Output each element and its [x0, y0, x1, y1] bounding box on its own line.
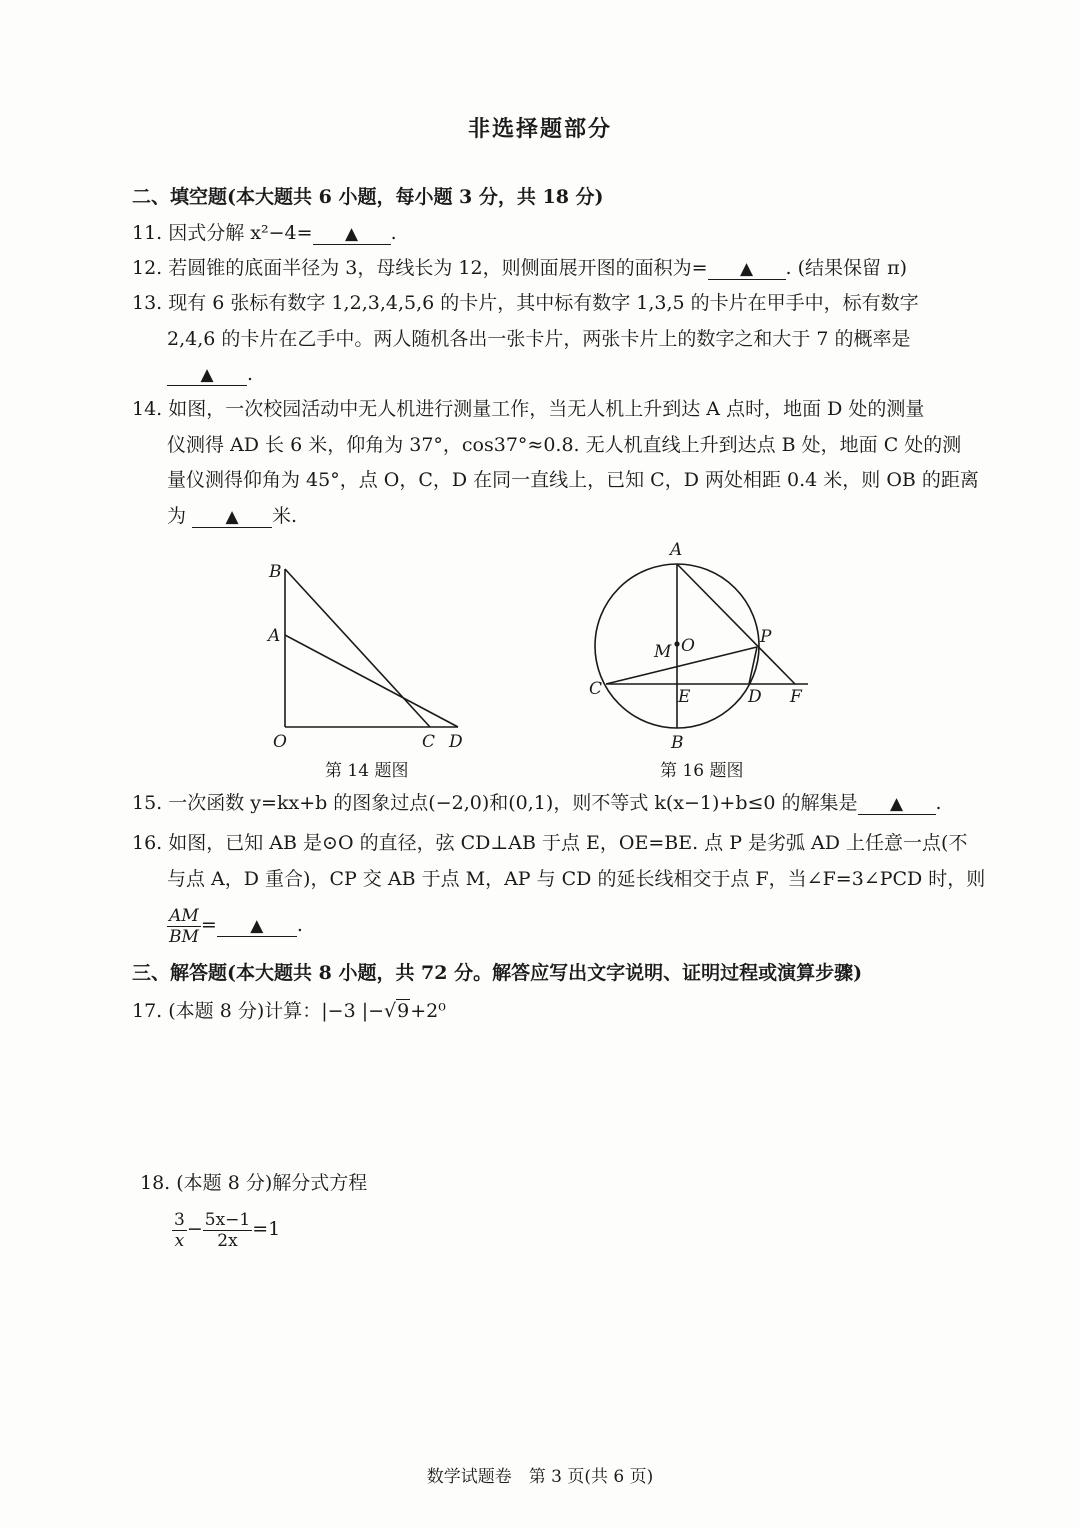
question-text: 如图，一次校园活动中无人机进行测量工作，当无人机上升到达 A 点时，地面 D 处的测量 — [168, 398, 925, 420]
fraction-3-over-x: $\frac{3}{x}$ — [174, 1209, 185, 1251]
label-O: O — [681, 636, 695, 656]
label-C: C — [422, 732, 436, 752]
answer-blank — [313, 222, 391, 245]
question-14-line-4 — [167, 503, 297, 529]
label-D: D — [748, 687, 762, 707]
question-16-line-1 — [132, 830, 967, 856]
line-AD — [285, 635, 458, 727]
question-16-line-3: $\frac{AM}{BM}$ = ▲ . — [169, 905, 303, 947]
question-end: . — [296, 914, 303, 936]
question-number: 11. — [132, 222, 163, 244]
answer-blank — [217, 914, 297, 937]
question-11 — [132, 220, 397, 246]
label-B: B — [671, 733, 684, 753]
question-12 — [132, 255, 907, 281]
question-number: 13. — [132, 292, 163, 314]
question-13-line-1 — [132, 290, 919, 316]
question-number: 14. — [132, 398, 163, 420]
answer-blank — [708, 257, 786, 280]
label-A: A — [268, 626, 281, 646]
triangle-icon: ▲ — [345, 224, 359, 244]
label-M: M — [654, 642, 672, 662]
question-text: 为 — [167, 505, 187, 527]
question-13-line-3 — [167, 361, 253, 387]
question-number: 16. — [132, 832, 163, 854]
triangle-icon: ▲ — [225, 507, 239, 527]
question-14-line-1 — [132, 396, 924, 422]
question-end: . — [247, 363, 254, 385]
label-A: A — [670, 540, 683, 560]
answer-blank — [192, 505, 272, 528]
triangle-icon: ▲ — [890, 794, 904, 814]
question-text: 如图，已知 AB 是⊙O 的直径，弦 CD⊥AB 于点 E，OE=BE. 点 P 是劣弧 AD 上任意一点(不 — [168, 832, 968, 854]
label-B: B — [269, 562, 282, 582]
figure-16 — [580, 538, 820, 758]
question-end: . (结果保留 π) — [785, 257, 907, 279]
question-number: 15. — [132, 792, 163, 814]
question-16-line-2: 与点 A，D 重合)，CP 交 AB 于点 M，AP 与 CD 的延长线相交于点 F，当∠F=3∠PCD 时，则 — [167, 868, 986, 890]
point-M — [674, 641, 679, 646]
question-13-line-2: 2,4,6 的卡片在乙手中。两人随机各出一张卡片，两张卡片上的数字之和大于 7 的概率是 — [167, 328, 911, 350]
question-text: 一次函数 y=kx+b 的图象过点(−2,0)和(0,1)，则不等式 k(x−1)+b≤0 的解集是 — [168, 792, 858, 814]
question-number: 17. — [132, 1000, 163, 1022]
question-15 — [132, 790, 942, 816]
question-text: (本题 8 分)解分式方程 — [176, 1172, 368, 1194]
line-AF — [677, 564, 795, 684]
triangle-icon: ▲ — [200, 365, 214, 385]
radicand: 9 — [397, 1000, 410, 1022]
question-number: 12. — [132, 257, 163, 279]
question-tail: +2⁰ — [410, 1000, 446, 1022]
question-end: . — [935, 792, 942, 814]
question-14-line-2: 仪测得 AD 长 6 米，仰角为 37°，cos37°≈0.8. 无人机直线上升到达点 B 处，地面 C 处的测 — [167, 434, 962, 456]
page-title: 非选择题部分 — [467, 116, 612, 142]
label-F: F — [790, 687, 802, 707]
label-E: E — [678, 687, 691, 707]
triangle-icon: ▲ — [740, 259, 754, 279]
question-text: (本题 8 分)计算：|−3 |− — [168, 1000, 385, 1022]
answer-blank — [167, 363, 247, 386]
question-end: . — [390, 222, 397, 244]
figure-14-caption: 第 14 题图 — [325, 761, 409, 781]
label-P: P — [760, 627, 772, 647]
question-18 — [140, 1170, 367, 1196]
figure-16-caption: 第 16 题图 — [660, 761, 744, 781]
question-14-line-3: 量仪测得仰角为 45°，点 O，C，D 在同一直线上，已知 C，D 两处相距 0.4 米，则 OB 的距离 — [167, 469, 979, 491]
label-O: O — [273, 732, 287, 752]
label-C: C — [589, 679, 603, 699]
sqrt-icon: √ — [384, 1000, 397, 1022]
fraction-5x-1-over-2x: $\frac{5x-1}{2x}$ — [204, 1209, 251, 1251]
question-end: 米. — [272, 505, 298, 527]
fraction-AM-BM: $\frac{AM}{BM}$ — [169, 905, 199, 947]
question-text: 若圆锥的底面半径为 3，母线长为 12，则侧面展开图的面积为= — [168, 257, 708, 279]
section-heading-solve: 三、解答题(本大题共 8 小题，共 72 分。解答应写出文字说明、证明过程或演算步骤) — [132, 962, 863, 984]
question-text: 现有 6 张标有数字 1,2,3,4,5,6 的卡片，其中标有数字 1,3,5 的卡片在甲手中，标有数字 — [168, 292, 919, 314]
question-17 — [132, 998, 446, 1024]
question-number: 18. — [140, 1172, 171, 1194]
page-footer: 数学试题卷 第 3 页(共 6 页) — [426, 1467, 654, 1487]
line-BC — [285, 569, 430, 727]
figure-14 — [255, 555, 475, 755]
question-text: 因式分解 x²−4= — [168, 222, 313, 244]
triangle-icon: ▲ — [250, 916, 264, 936]
label-D: D — [449, 732, 463, 752]
answer-blank — [858, 792, 936, 815]
section-heading-fill-in: 二、填空题(本大题共 6 小题，每小题 3 分，共 18 分) — [132, 186, 604, 208]
equation-18: $\frac{3}{x}$ − $\frac{5x-1}{2x}$ =1 — [174, 1209, 281, 1251]
